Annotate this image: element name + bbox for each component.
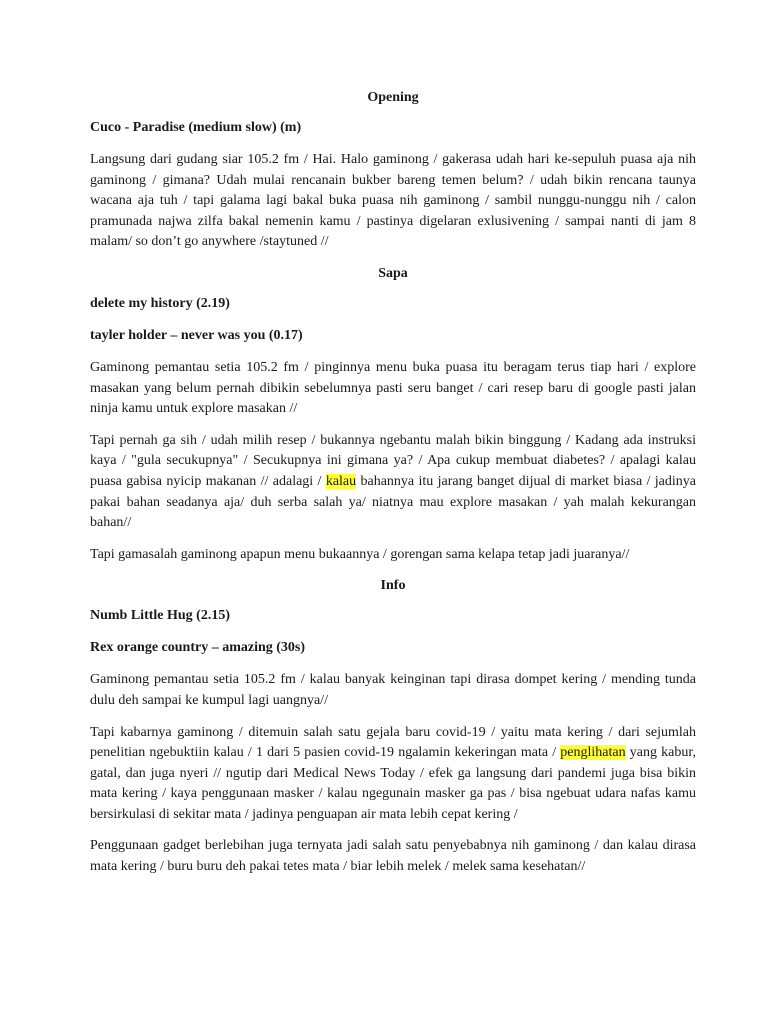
song-title: Rex orange country – amazing (30s) <box>90 640 306 656</box>
paragraph: Penggunaan gadget berlebihan juga ternyata jadi salah satu penyebabnya nih gaminong / dan kalau dirasa mata kering / buru buru deh pakai tetes mata / biar lebih melek / melek sama kesehatan// <box>90 838 696 875</box>
highlighted-text: kalau <box>325 473 357 489</box>
paragraph: Gaminong pemantau setia 105.2 fm / pinginnya menu buka puasa itu beragam terus tiap hari / explore masakan yang belum pernah dibikin sebelumnya pasti seru banget / cari resep baru di google pasti jalan ninja kamu untuk explore masakan // <box>90 359 696 417</box>
section-heading-opening: Opening <box>367 90 419 105</box>
paragraph: Langsung dari gudang siar 105.2 fm / Hai. Halo gaminong / gakerasa udah hari ke-sepuluh puasa aja nih gaminong / gimana? Udah mulai rencanain bukber bareng temen belum? / udah bikin rencana taunya wacana aja tuh / tapi galama lagi bakal buka puasa nih gaminong / sambil nunggu-nunggu nih / calon pramunada najwa zilfa bakal nemenin kamu / pastinya digelaran exlusivening / sampai nanti di jam 8 malam/ so don’t go anywhere /staytuned // <box>90 152 696 250</box>
song-title: delete my history (2.19) <box>90 295 230 311</box>
paragraph-text: Tapi pernah ga sih / udah milih resep / bukannya ngebantu malah bikin binggung / Kadang ada instruksi kaya / "gula secukupnya" / Secukupnya ini gimana ya? / Apa cukup membuat diabetes? / apalagi kalau puasa gabisa nyicip makanan // adalagi / <box>90 432 696 489</box>
paragraph <box>90 431 696 534</box>
highlighted-text: penglihatan <box>560 745 626 761</box>
paragraph: Gaminong pemantau setia 105.2 fm / kalau banyak keinginan tapi dirasa dompet kering / mending tunda dulu deh sampai ke kumpul lagi uangnya// <box>90 672 696 708</box>
song-title: Numb Little Hug (2.15) <box>90 608 230 624</box>
paragraph-text: bahannya itu jarang banget dijual di market biasa / jadinya pakai bahan seadanya aja/ duh serba salah ya/ niatnya mau explore masakan / yah malah kekurangan bahan// <box>90 473 696 531</box>
song-title: tayler holder – never was you (0.17) <box>90 327 303 343</box>
song-title: Cuco - Paradise (medium slow) (m) <box>90 120 302 135</box>
paragraph <box>90 723 696 826</box>
section-heading-info: Info <box>380 578 406 594</box>
paragraph-text: yang kabur, gatal, dan juga nyeri // ngutip dari Medical News Today / efek ga langsung dari pandemi juga bisa bikin mata kering / kaya penggunaan masker / kalau ngegunain masker ga pas / bisa ngebuat udara nafas kamu bersirkulasi di sekitar mata / jadinya penguapan air mata lebih cepat kering / <box>90 745 696 822</box>
section-heading-sapa: Sapa <box>378 265 408 281</box>
paragraph: Tapi gamasalah gaminong apapun menu bukaannya / gorengan sama kelapa tetap jadi juaranya// <box>90 546 630 562</box>
paragraph-text: Tapi kabarnya gaminong / ditemuin salah satu gejala baru covid-19 / yaitu mata kering / dari sejumlah penelitian ngebuktiin kalau / 1 dari 5 pasien covid-19 ngalamin kekeringan mata / <box>90 724 696 761</box>
